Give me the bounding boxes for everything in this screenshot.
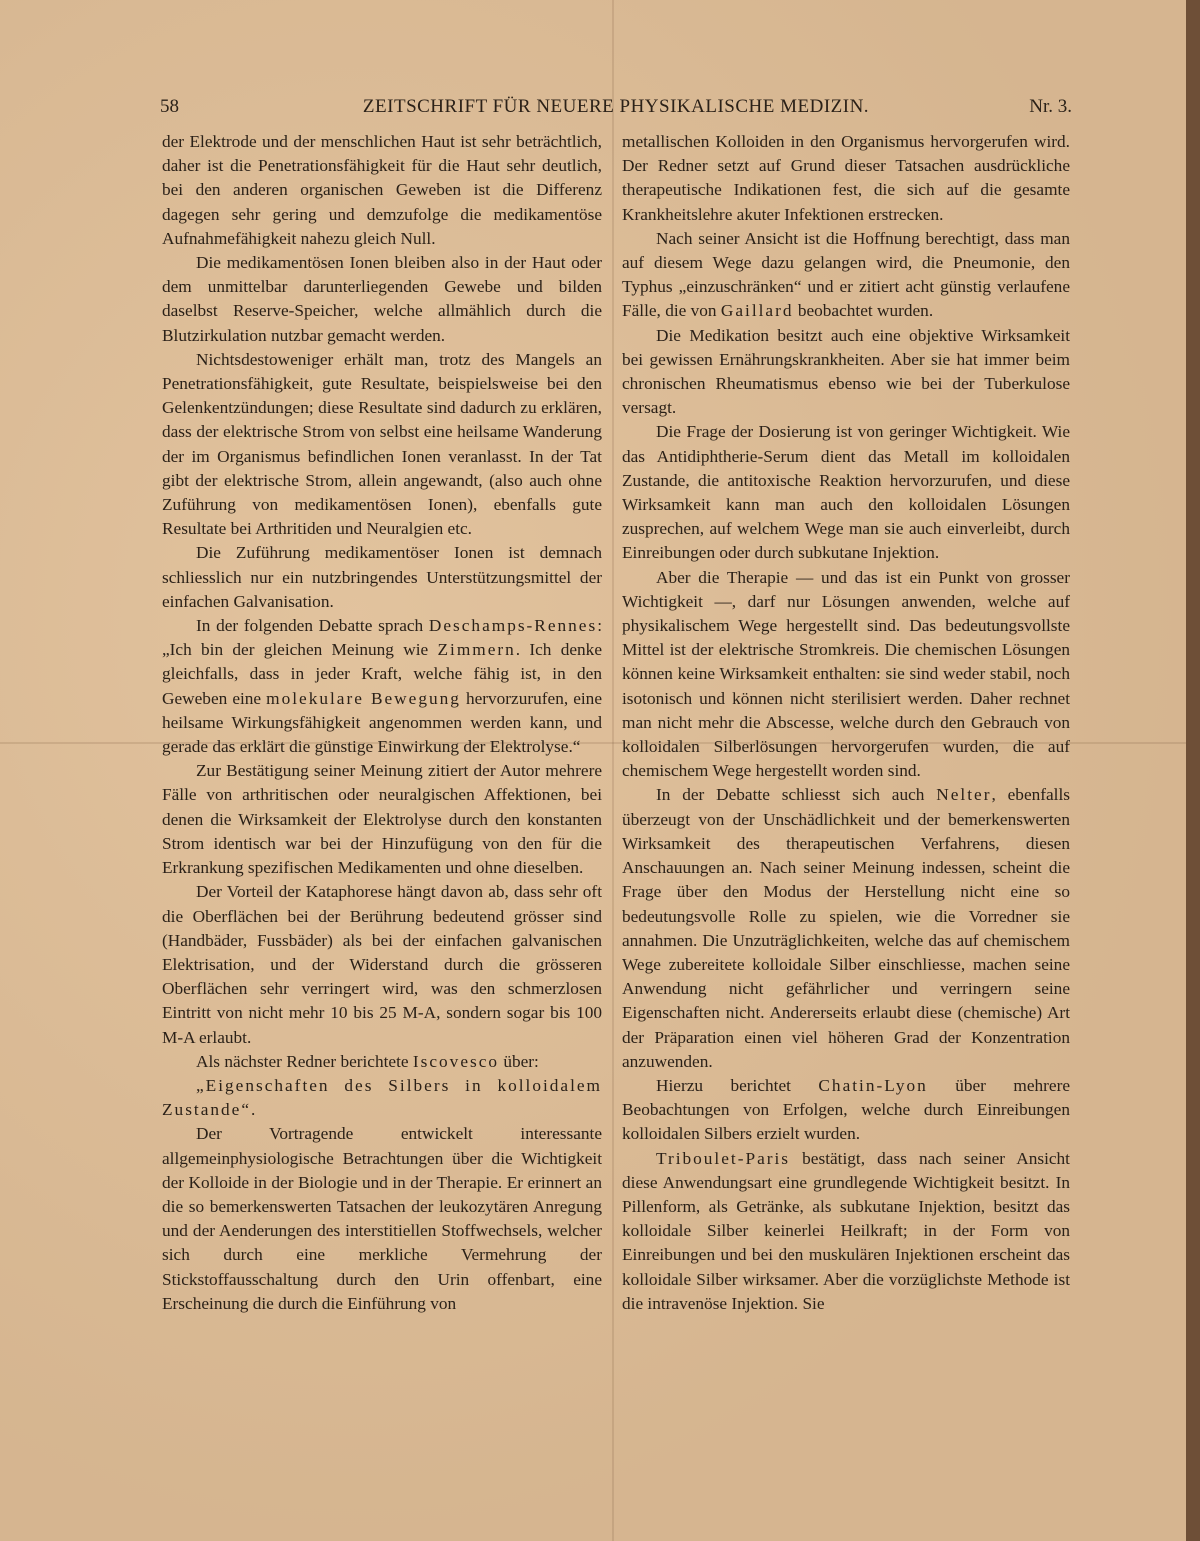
speaker-name: Zimmern xyxy=(437,640,516,660)
paragraph: metallischen Kolloiden in den Organismus hervorgerufen wird. Der Redner setzt auf Grund dieser Tatsachen ausdrückliche therapeutische Indikationen fest, die sich auf die gesamte Krankheitslehre akuter Infektionen erstrecken. xyxy=(622,132,1070,224)
paragraph: Die medikamentösen Ionen bleiben also in der Haut oder dem unmittelbar darunterliegenden Gewebe und bilden daselbst Reserve-Speicher, welche allmählich durch die Blutzirkulation nutzbar gemacht werden. xyxy=(162,253,602,345)
lecture-title: „Eigenschaften des Silbers in kolloidalem Zustande“. xyxy=(162,1075,602,1120)
speaker-name: Gaillard xyxy=(720,301,794,321)
paragraph: Zur Bestätigung seiner Meinung zitiert der Autor mehrere Fälle von arthritischen oder neuralgischen Affektionen, bei denen die Wirksamkeit der Elektrolyse durch den konstanten Strom identisch war bei der Hinzufügung von den für die Erkrankung spezifischen Medikamenten und ohne dieselben. xyxy=(162,761,602,878)
paragraph: Nichtsdestoweniger erhält man, trotz des Mangels an Penetrationsfähigkeit, gute Resultate, beispielsweise bei den Gelenkentzündungen; diese Resultate sind dadurch zu erklären, dass der elektrische Strom von selbst eine heilsame Wanderung der im Organismus befindlichen Ionen veranlasst. In der Tat gibt der elektrische Strom, allein angewandt, (also auch ohne Zuführung von medikamentösen Ionen), ebenfalls gute Resultate bei Arthritiden und Neuralgien etc. xyxy=(162,349,602,539)
paragraph: der Elektrode und der menschlichen Haut ist sehr beträchtlich, daher ist die Penetrationsfähigkeit für die Haut sehr deutlich, bei den anderen organischen Geweben ist die Differenz dagegen sehr gering und demzufolge die medikamentöse Aufnahmefähigkeit nahezu gleich Null. xyxy=(162,132,602,248)
paragraph: Aber die Therapie — und das ist ein Punkt von grosser Wichtigkeit —, darf nur Lösungen anwenden, welche auf physikalischem Wege hergestellt sind. Das bedeutungsvollste Mittel ist der elektrische Stromkreis. Die chemischen Lösungen können keine Wirksamkeit enthalten: sie sind weder stabil, noch isotonisch und können nicht sterilisiert werden. Daher rechnet man nicht mehr die Abscesse, welche durch den Gebrauch von kolloidalen Silberlösungen hervorgerufen wurden, die auf chemischem Wege hergestellt worden sind. xyxy=(622,567,1070,781)
paragraph: Der Vortragende entwickelt interessante allgemeinphysiologische Betrachtungen über die Wichtigkeit der Kolloide in der Biologie und in der Therapie. Er erinnert an die so bemerkenswerten Tatsachen der leukozytären Anregung und der Aenderungen des interstitiellen Stoffwechsels, welcher sich durch eine merkliche Vermehrung der Stickstoffausschaltung durch den Urin offenbart, eine Erscheinung die durch die Einführung von xyxy=(162,1124,602,1313)
paragraph: Hierzu berichtet Chatin-Lyon über mehrere Beobachtungen von Erfolgen, welche durch Einreibungen kolloidalen Silbers erzielt wurden. xyxy=(622,1075,1071,1144)
paragraph: Die Frage der Dosierung ist von geringer Wichtigkeit. Wie das Antidiphtherie-Serum dient das Metall im kolloidalen Zustande, die antitoxische Reaktion hervorzurufen, und diese Wirksamkeit kann man auch den kolloidalen Lösungen zusprechen, auf welchem Wege man sie auch einverleibt, durch Einreibungen oder durch subkutane Injektion. xyxy=(622,422,1070,563)
paragraph: Der Vorteil der Kataphorese hängt davon ab, dass sehr oft die Oberflächen bei der Berührung bedeutend grösser sind (Handbäder, Fussbäder) als bei der einfachen galvanischen Elektrisation, und der Widerstand durch die grösseren Oberflächen sehr verringert wird, was den schmerzlosen Eintritt von nicht mehr 10 bis 25 M-A, sondern sogar bis 100 M-A erlaubt. xyxy=(162,882,602,1047)
emphasis: molekulare Bewegung xyxy=(266,688,461,708)
paragraph: Nach seiner Ansicht ist die Hoffnung berechtigt, dass man auf diesem Wege dazu gelangen wird, die Pneumonie, den Typhus „einzuschränken“ und er zitiert acht günstig verlaufene Fälle, die von Gaillard beobachtet wurden. xyxy=(622,228,1070,321)
journal-title: ZEITSCHRIFT FÜR NEUERE PHYSIKALISCHE MEDIZIN. xyxy=(362,96,870,117)
paragraph: Die Medikation besitzt auch eine objektive Wirksamkeit bei gewissen Ernährungskrankheiten. Aber sie hat immer beim chronischen Rheumatismus ebenso wie bei der Tuberkulose versagt. xyxy=(622,325,1070,418)
speaker-name: Chatin-Lyon xyxy=(818,1075,928,1095)
paragraph: Als nächster Redner berichtete Iscovesco über: xyxy=(196,1051,539,1071)
vertical-fold-line xyxy=(612,0,614,1541)
right-column xyxy=(622,130,1070,1316)
paragraph: In der folgenden Debatte sprach Deschamps-Rennes: „Ich bin der gleichen Meinung wie Zimmern. Ich denke gleichfalls, dass in jeder Kraft, welche fähig ist, in den Geweben eine molekulare Bewegung hervorzurufen, eine heilsame Wirkungsfähigkeit angenommen werden kann, und gerade das erklärt die günstige Einwirkung der Elektrolyse.“ xyxy=(162,616,602,757)
running-header xyxy=(160,96,1072,124)
speaker-name: Triboulet-Paris xyxy=(656,1148,791,1168)
left-column xyxy=(162,130,602,1316)
speaker-name: Nelter xyxy=(936,785,992,805)
speaker-name: Iscovesco xyxy=(412,1051,500,1071)
paragraph: In der Debatte schliesst sich auch Nelter, ebenfalls überzeugt von der Unschädlichkeit und der bemerkenswerten Wirksamkeit des therapeutischen Verfahrens, diesen Anschauungen an. Nach seiner Meinung indessen, scheint die Frage über den Modus der Herstellung nicht eine so bedeutungsvolle Rolle zu spielen, wie die Vorredner sie annahmen. Die Unzuträglichkeiten, welche das auf chemischem Wege zubereitete kolloidale Silber einschliesse, machen seine Anwendung nicht gefährlicher und verringern seine Eigenschaften nicht. Andererseits erlaubt diese (chemische) Art der Präparation einen viel höheren Grad der Konzentration anzuwenden. xyxy=(622,785,1071,1071)
page-number: 58 xyxy=(160,96,179,117)
speaker-name: Deschamps-Rennes xyxy=(428,616,598,636)
paragraph: Triboulet-Paris bestätigt, dass nach seiner Ansicht diese Anwendungsart eine grundlegende Wichtigkeit besitzt. In Pillenform, als Getränke, als subkutane Injektion, besitzt das kolloidale Silber keinerlei Heilkraft; in der Form von Einreibungen und bei den muskulären Injektionen erscheint das kolloidale Silber wirksamer. Aber die vorzüglichste Methode ist die intravenöse Injektion. Sie xyxy=(622,1148,1070,1313)
issue-number: Nr. 3. xyxy=(1029,96,1072,117)
paragraph: Die Zuführung medikamentöser Ionen ist demnach schliesslich nur ein nutzbringendes Unterstützungsmittel der einfachen Galvanisation. xyxy=(162,543,602,611)
